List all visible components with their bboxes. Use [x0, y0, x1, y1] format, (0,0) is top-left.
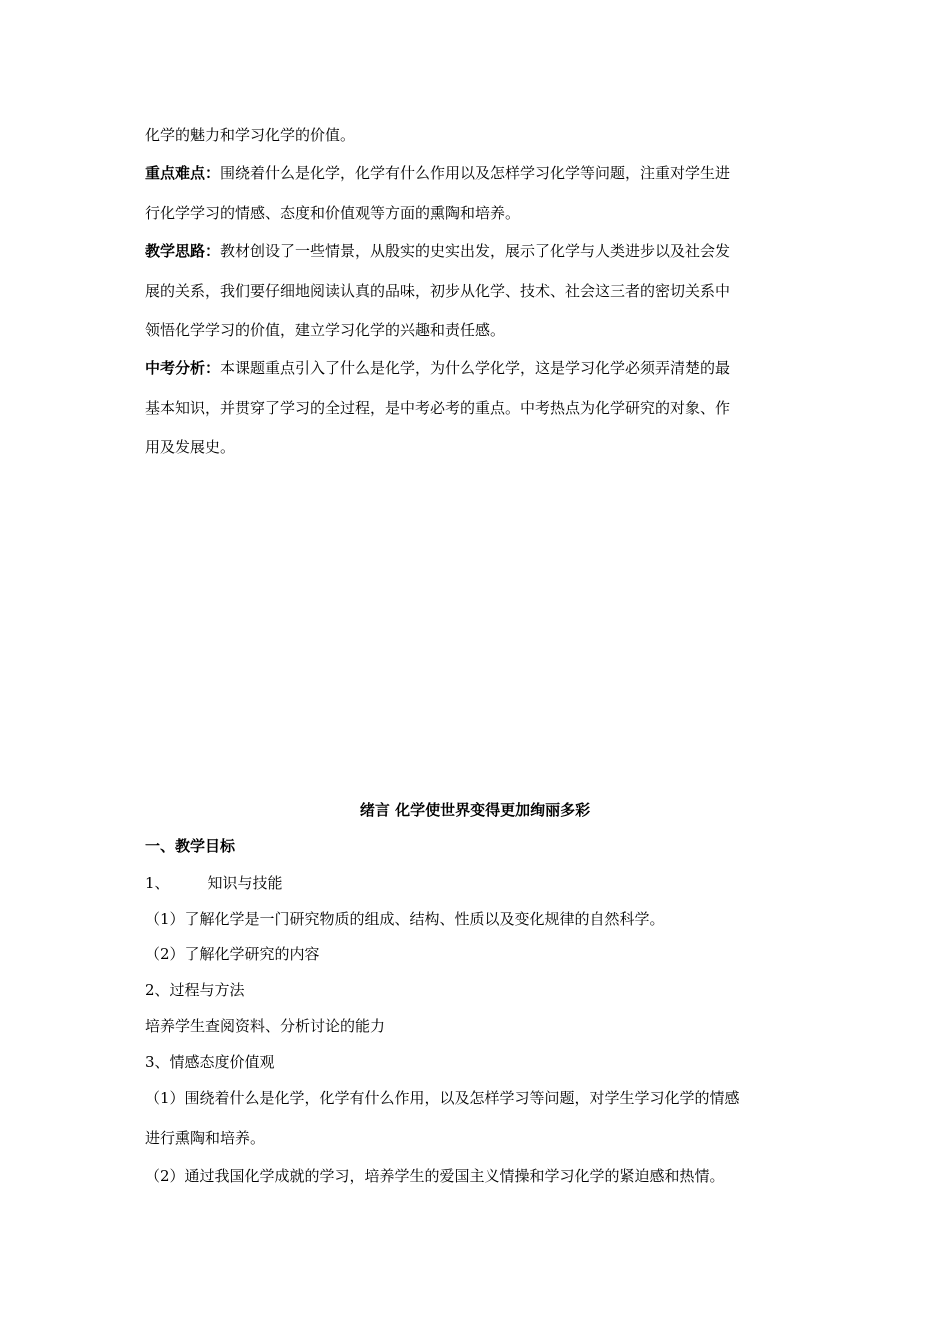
teaching-idea-label: 教学思路： — [145, 242, 221, 260]
teaching-idea-paragraph — [145, 241, 730, 261]
objective-item-1 — [145, 873, 283, 893]
document-title: 绪言 化学使世界变得更加绚丽多彩 — [359, 801, 591, 819]
text-line: 行化学学习的情感、态度和价值观等方面的熏陶和培养。 — [145, 204, 521, 222]
text-line: （2）通过我国化学成就的学习，培养学生的爱国主义情操和学习化学的紧迫感和热情。 — [145, 1167, 725, 1185]
item-label: 知识与技能 — [207, 874, 283, 892]
objective-item-3: 3、情感态度价值观 — [145, 1053, 275, 1071]
text-line: 培养学生查阅资料、分析讨论的能力 — [145, 1017, 386, 1035]
objective-item-2: 2、过程与方法 — [145, 981, 245, 999]
key-points-text: 围绕着什么是化学，化学有什么作用以及怎样学习化学等问题，注重对学生进 — [220, 164, 731, 182]
text-line: 进行熏陶和培养。 — [145, 1129, 266, 1147]
exam-analysis-paragraph — [145, 358, 730, 378]
exam-analysis-label: 中考分析： — [145, 359, 221, 377]
section-heading: 一、教学目标 — [145, 837, 236, 855]
key-points-paragraph — [145, 163, 730, 183]
text-line: 领悟化学学习的价值，建立学习化学的兴趣和责任感。 — [145, 321, 506, 339]
text-line: 化学的魅力和学习化学的价值。 — [145, 126, 356, 144]
item-number: 1、 — [145, 874, 170, 892]
key-points-label: 重点难点： — [145, 164, 221, 182]
text-line: 展的关系，我们要仔细地阅读认真的品味，初步从化学、技术、社会这三者的密切关系中 — [145, 282, 731, 300]
text-line: （1）围绕着什么是化学，化学有什么作用，以及怎样学习等问题，对学生学习化学的情感 — [145, 1089, 740, 1107]
text-line: （1）了解化学是一门研究物质的组成、结构、性质以及变化规律的自然科学。 — [145, 910, 665, 928]
teaching-idea-text: 教材创设了一些情景，从殷实的史实出发，展示了化学与人类进步以及社会发 — [220, 242, 731, 260]
text-line: 基本知识，并贯穿了学习的全过程，是中考必考的重点。中考热点为化学研究的对象、作 — [145, 399, 731, 417]
exam-analysis-text: 本课题重点引入了什么是化学，为什么学化学，这是学习化学必须弄清楚的最 — [220, 359, 731, 377]
text-line: 用及发展史。 — [145, 438, 236, 456]
text-line: （2）了解化学研究的内容 — [145, 945, 320, 963]
